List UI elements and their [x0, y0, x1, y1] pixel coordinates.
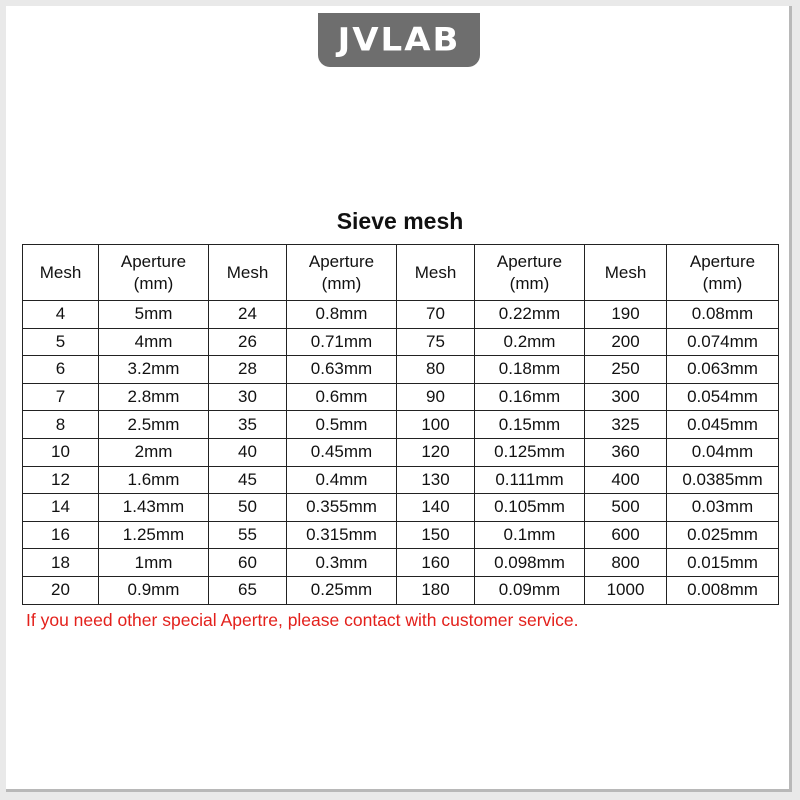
aperture-cell: 0.098mm — [475, 549, 585, 577]
mesh-cell: 130 — [397, 466, 475, 494]
mesh-cell: 190 — [585, 301, 667, 329]
aperture-cell: 0.15mm — [475, 411, 585, 439]
aperture-cell: 0.008mm — [667, 576, 779, 604]
aperture-cell: 0.2mm — [475, 328, 585, 356]
mesh-cell: 6 — [23, 356, 99, 384]
aperture-cell: 3.2mm — [99, 356, 209, 384]
aperture-cell: 1.6mm — [99, 466, 209, 494]
mesh-cell: 18 — [23, 549, 99, 577]
aperture-cell: 0.111mm — [475, 466, 585, 494]
mesh-cell: 14 — [23, 494, 99, 522]
mesh-cell: 50 — [209, 494, 287, 522]
aperture-cell: 0.9mm — [99, 576, 209, 604]
mesh-cell: 140 — [397, 494, 475, 522]
mesh-cell: 800 — [585, 549, 667, 577]
aperture-cell: 0.03mm — [667, 494, 779, 522]
mesh-cell: 10 — [23, 438, 99, 466]
mesh-cell: 8 — [23, 411, 99, 439]
mesh-cell: 16 — [23, 521, 99, 549]
mesh-cell: 80 — [397, 356, 475, 384]
mesh-cell: 250 — [585, 356, 667, 384]
header-aperture-label: Aperture — [120, 251, 187, 271]
aperture-cell: 0.45mm — [287, 438, 397, 466]
aperture-cell: 0.6mm — [287, 383, 397, 411]
header-aperture-unit: (mm) — [321, 273, 362, 293]
header-aperture — [475, 245, 585, 301]
table-row — [23, 549, 779, 577]
aperture-cell: 0.045mm — [667, 411, 779, 439]
aperture-cell: 5mm — [99, 301, 209, 329]
header-aperture — [667, 245, 779, 301]
mesh-cell: 150 — [397, 521, 475, 549]
aperture-cell: 0.1mm — [475, 521, 585, 549]
table-row — [23, 438, 779, 466]
mesh-cell: 20 — [23, 576, 99, 604]
mesh-cell: 90 — [397, 383, 475, 411]
mesh-cell: 70 — [397, 301, 475, 329]
header-mesh: Mesh — [397, 245, 475, 301]
mesh-cell: 35 — [209, 411, 287, 439]
header-mesh: Mesh — [23, 245, 99, 301]
aperture-cell: 0.105mm — [475, 494, 585, 522]
mesh-cell: 500 — [585, 494, 667, 522]
mesh-cell: 600 — [585, 521, 667, 549]
aperture-cell: 0.0385mm — [667, 466, 779, 494]
aperture-cell: 0.22mm — [475, 301, 585, 329]
aperture-cell: 0.18mm — [475, 356, 585, 384]
header-aperture — [99, 245, 209, 301]
aperture-cell: 0.355mm — [287, 494, 397, 522]
mesh-cell: 30 — [209, 383, 287, 411]
header-aperture — [287, 245, 397, 301]
contact-note: If you need other special Apertre, please contact with customer service. — [26, 610, 579, 630]
header-row — [23, 245, 779, 301]
aperture-cell: 1.25mm — [99, 521, 209, 549]
brand-logo-text: JVLAB — [337, 21, 461, 59]
mesh-cell: 360 — [585, 438, 667, 466]
header-aperture-label: Aperture — [496, 251, 563, 271]
aperture-cell: 0.063mm — [667, 356, 779, 384]
mesh-cell: 100 — [397, 411, 475, 439]
aperture-cell: 0.3mm — [287, 549, 397, 577]
mesh-cell: 24 — [209, 301, 287, 329]
table-row — [23, 356, 779, 384]
header-aperture-label: Aperture — [308, 251, 375, 271]
mesh-cell: 12 — [23, 466, 99, 494]
aperture-cell: 0.5mm — [287, 411, 397, 439]
mesh-cell: 26 — [209, 328, 287, 356]
mesh-cell: 65 — [209, 576, 287, 604]
mesh-cell: 45 — [209, 466, 287, 494]
mesh-cell: 1000 — [585, 576, 667, 604]
aperture-cell: 0.054mm — [667, 383, 779, 411]
aperture-cell: 0.025mm — [667, 521, 779, 549]
table-row — [23, 411, 779, 439]
mesh-cell: 55 — [209, 521, 287, 549]
mesh-cell: 7 — [23, 383, 99, 411]
sieve-mesh-table — [22, 244, 779, 605]
table-row — [23, 328, 779, 356]
mesh-cell: 325 — [585, 411, 667, 439]
table-title: Sieve mesh — [336, 208, 464, 234]
aperture-cell: 0.8mm — [287, 301, 397, 329]
mesh-cell: 28 — [209, 356, 287, 384]
mesh-cell: 75 — [397, 328, 475, 356]
aperture-cell: 2mm — [99, 438, 209, 466]
aperture-cell: 4mm — [99, 328, 209, 356]
mesh-cell: 5 — [23, 328, 99, 356]
aperture-cell: 0.71mm — [287, 328, 397, 356]
mesh-cell: 200 — [585, 328, 667, 356]
header-mesh: Mesh — [209, 245, 287, 301]
table-row — [23, 383, 779, 411]
header-aperture-unit: (mm) — [702, 273, 743, 293]
aperture-cell: 2.5mm — [99, 411, 209, 439]
table-row — [23, 494, 779, 522]
aperture-cell: 0.074mm — [667, 328, 779, 356]
header-aperture-label: Aperture — [689, 251, 756, 271]
aperture-cell: 0.09mm — [475, 576, 585, 604]
aperture-cell: 0.315mm — [287, 521, 397, 549]
mesh-cell: 180 — [397, 576, 475, 604]
aperture-cell: 1mm — [99, 549, 209, 577]
table-row — [23, 521, 779, 549]
header-mesh: Mesh — [585, 245, 667, 301]
mesh-cell: 400 — [585, 466, 667, 494]
aperture-cell: 0.25mm — [287, 576, 397, 604]
brand-logo — [318, 13, 480, 67]
table-row — [23, 466, 779, 494]
aperture-cell: 0.015mm — [667, 549, 779, 577]
aperture-cell: 0.04mm — [667, 438, 779, 466]
aperture-cell: 0.16mm — [475, 383, 585, 411]
aperture-cell: 0.4mm — [287, 466, 397, 494]
table-row — [23, 301, 779, 329]
table-row — [23, 576, 779, 604]
aperture-cell: 0.08mm — [667, 301, 779, 329]
mesh-cell: 60 — [209, 549, 287, 577]
mesh-cell: 4 — [23, 301, 99, 329]
aperture-cell: 2.8mm — [99, 383, 209, 411]
aperture-cell: 0.125mm — [475, 438, 585, 466]
mesh-cell: 160 — [397, 549, 475, 577]
header-aperture-unit: (mm) — [509, 273, 550, 293]
aperture-cell: 0.63mm — [287, 356, 397, 384]
aperture-cell: 1.43mm — [99, 494, 209, 522]
header-aperture-unit: (mm) — [133, 273, 174, 293]
mesh-cell: 300 — [585, 383, 667, 411]
mesh-cell: 120 — [397, 438, 475, 466]
mesh-cell: 40 — [209, 438, 287, 466]
